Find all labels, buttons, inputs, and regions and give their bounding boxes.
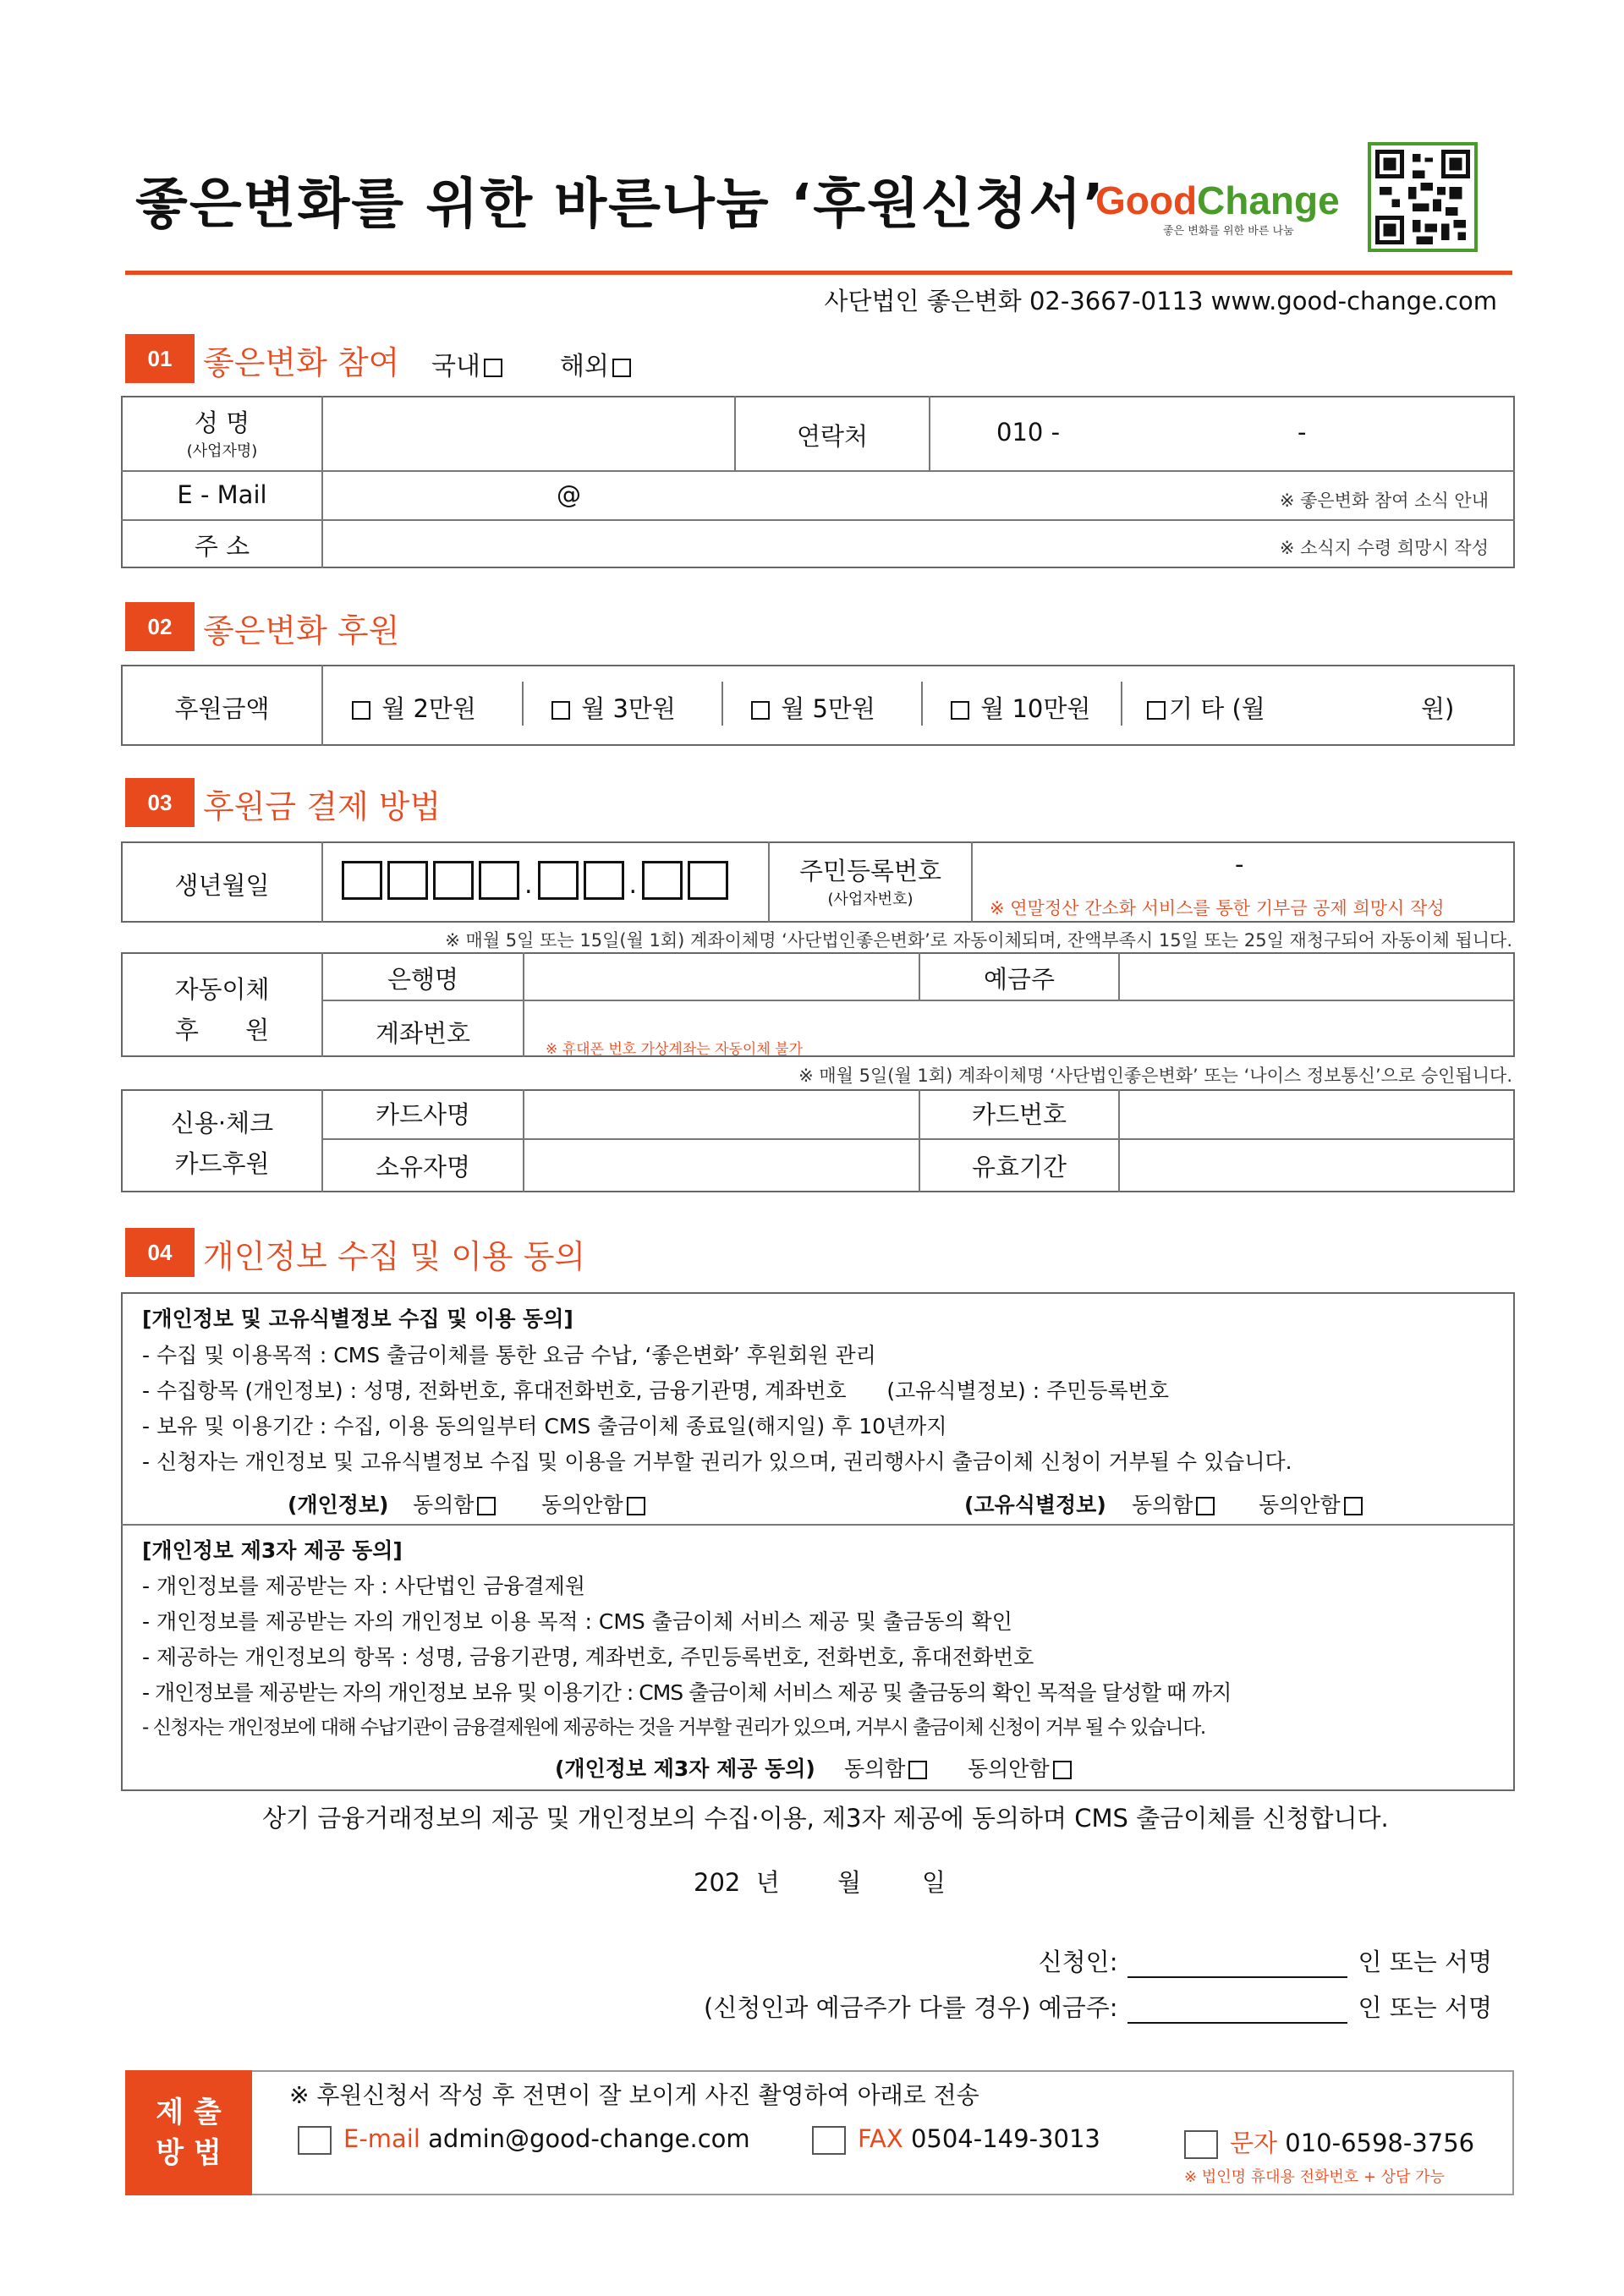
privacy-block1-line: - 수집 및 이용목적 : CMS 출금이체를 통한 요금 수납, ‘좋은변화’ 후원회원 관리 <box>142 1343 876 1367</box>
amount-option-100000[interactable]: 월 10만원 <box>947 690 1090 725</box>
privacy-block1-line: - 수집항목 (개인정보) : 성명, 전화번호, 휴대전화번호, 금융기관명, 계좌번호 (고유식별정보) : 주민등록번호 <box>142 1378 1169 1403</box>
unique-id-label: (고유식별정보) <box>964 1493 1106 1517</box>
address-note: ※ 소식지 수령 희망시 작성 <box>1279 538 1489 558</box>
amount-label: 후원금액 <box>174 694 270 723</box>
section-number: 01 <box>125 334 195 383</box>
submission-label: 제 출 방 법 <box>125 2070 252 2195</box>
email-at: @ <box>557 480 581 509</box>
checkbox-icon[interactable] <box>1344 1497 1363 1515</box>
applicant-sign-line[interactable] <box>1039 1943 1492 1978</box>
bank-label: 은행명 <box>387 965 459 994</box>
rrn-dash: - <box>1235 850 1244 879</box>
name-input[interactable] <box>323 397 732 469</box>
email-icon <box>298 2126 332 2155</box>
account-holder-label: 예금주 <box>983 965 1056 994</box>
contact-label: 연락처 <box>796 422 869 451</box>
header-divider <box>125 271 1512 275</box>
card-company-label: 카드사명 <box>375 1100 471 1129</box>
rrn-label: 주민등록번호 <box>798 857 942 885</box>
option-domestic[interactable]: 국내 <box>431 345 506 382</box>
option-overseas[interactable]: 해외 <box>560 345 634 382</box>
account-number-label: 계좌번호 <box>375 1019 471 1048</box>
card-expiry-input[interactable] <box>1120 1140 1513 1191</box>
card-company-input[interactable] <box>524 1091 917 1137</box>
checkbox-icon[interactable] <box>477 1497 496 1515</box>
logo-tagline: 좋은 변화를 위한 바른 나눔 <box>1163 225 1294 238</box>
logo-change: Change <box>1197 178 1340 222</box>
third-party-agree[interactable]: 동의함 <box>844 1752 930 1783</box>
privacy-block1-line: - 신청자는 개인정보 및 고유식별정보 수집 및 이용을 거부할 권리가 있으며, 권리행사시 출금이체 신청이 거부될 수 있습니다. <box>142 1449 1292 1474</box>
date-year: 202 년 <box>694 1868 780 1897</box>
privacy-block2-line: - 개인정보를 제공받는 자 : 사단법인 금융결제원 <box>142 1574 585 1598</box>
privacy-block2-line: - 제공하는 개인정보의 항목 : 성명, 금융기관명, 계좌번호, 주민등록번호, 전화번호, 휴대전화번호 <box>142 1645 1034 1669</box>
section-title: 좋은변화 후원 <box>203 612 400 649</box>
section-number: 04 <box>125 1228 195 1277</box>
card-owner-input[interactable] <box>524 1140 917 1191</box>
amount-option-30000[interactable]: 월 3만원 <box>548 690 676 725</box>
unique-agree[interactable]: 동의함 <box>1132 1488 1218 1519</box>
auto-transfer-label-2: 후 원 <box>174 1016 270 1044</box>
section-title: 좋은변화 참여 <box>203 344 400 381</box>
checkbox-icon[interactable] <box>627 1497 645 1515</box>
checkbox-icon[interactable] <box>352 701 370 720</box>
email-label: E - Mail <box>177 480 267 509</box>
checkbox-icon[interactable] <box>951 701 969 720</box>
amount-option-20000[interactable]: 월 2만원 <box>348 690 476 725</box>
date-day: 일 <box>922 1868 946 1897</box>
address-input[interactable] <box>323 521 1169 567</box>
card-number-label: 카드번호 <box>971 1100 1067 1129</box>
checkbox-icon[interactable] <box>1196 1497 1215 1515</box>
page-title: 좋은변화를 위한 바른나눔 ‘후원신청서’ <box>135 173 1106 236</box>
rrn-note: ※ 연말정산 간소화 서비스를 통한 기부금 공제 희망시 작성 <box>990 898 1445 918</box>
privacy-block1-line: - 보유 및 이용기간 : 수집, 이용 동의일부터 CMS 출금이체 종료일(해지일) 후 10년까지 <box>142 1414 947 1438</box>
checkbox-icon[interactable] <box>1053 1761 1072 1779</box>
third-party-disagree[interactable]: 동의안함 <box>968 1752 1075 1783</box>
name-label: 성 명 <box>194 408 250 437</box>
email-input[interactable] <box>323 472 1169 518</box>
submit-fax[interactable]: FAX 0504-149-3013 <box>812 2124 1100 2155</box>
rrn-input[interactable] <box>973 843 1513 890</box>
privacy-block2-line: - 신청자는 개인정보에 대해 수납기관이 금융결제원에 제공하는 것을 거부할 권리가 있으며, 거부시 출금이체 신청이 거부 될 수 있습니다. <box>142 1717 1205 1739</box>
bank-input[interactable] <box>524 954 917 998</box>
account-holder-input[interactable] <box>1120 954 1513 998</box>
birthdate-label: 생년월일 <box>174 871 270 900</box>
card-label: 신용·체크 <box>170 1109 274 1137</box>
checkbox-icon[interactable] <box>751 701 770 720</box>
qr-code-icon[interactable] <box>1368 142 1478 252</box>
privacy-block1-title: [개인정보 및 고유식별정보 수집 및 이용 동의] <box>142 1307 573 1331</box>
email-note: ※ 좋은변화 참여 소식 안내 <box>1279 490 1489 511</box>
sms-icon <box>1184 2130 1218 2159</box>
checkbox-icon[interactable] <box>908 1761 927 1779</box>
holder-sign-suffix: 인 또는 서명 <box>1358 1993 1492 2022</box>
account-note: ※ 휴대폰 번호 가상계좌는 자동이체 불가 <box>546 1041 804 1058</box>
holder-sign-label: (신청인과 예금주가 다를 경우) 예금주: <box>704 1993 1118 2022</box>
birthdate-input[interactable]: . . <box>342 861 733 900</box>
privacy-block2-line: - 개인정보를 제공받는 자의 개인정보 보유 및 이용기간 : CMS 출금이체 서비스 제공 및 출금동의 확인 목적을 달성할 때 까지 <box>142 1680 1232 1705</box>
contact-dash: - <box>1298 418 1307 447</box>
checkbox-icon[interactable] <box>551 701 570 720</box>
rrn-sub-label: (사업자번호) <box>827 890 914 908</box>
auto-transfer-note: ※ 매월 5일 또는 15일(월 1회) 계좌이체명 ‘사단법인좋은변화’로 자동이체되며, 잔액부족시 15일 또는 25일 재청구되어 자동이체 됩니다. <box>445 930 1512 951</box>
privacy-block2-line: - 개인정보를 제공받는 자의 개인정보 이용 목적 : CMS 출금이체 서비스 제공 및 출금동의 확인 <box>142 1609 1012 1634</box>
applicant-label: 신청인: <box>1038 1948 1118 1976</box>
contact-input[interactable] <box>930 397 1513 469</box>
privacy-block2-title: [개인정보 제3자 제공 동의] <box>142 1538 403 1563</box>
submit-sms[interactable]: 문자 010-6598-3756 <box>1184 2124 1474 2159</box>
unique-disagree[interactable]: 동의안함 <box>1259 1488 1366 1519</box>
date-month: 월 <box>837 1868 862 1897</box>
section-number: 02 <box>125 602 195 651</box>
contact-prefix: 010 - <box>996 418 1061 447</box>
sms-note: ※ 법인명 휴대용 전화번호 + 상담 가능 <box>1184 2168 1445 2186</box>
name-sub-label: (사업자명) <box>186 442 258 460</box>
third-party-label: (개인정보 제3자 제공 동의) <box>555 1756 815 1781</box>
fax-icon <box>812 2126 846 2155</box>
submit-email[interactable]: E-mail admin@good-change.com <box>298 2124 750 2155</box>
checkbox-icon[interactable] <box>612 359 631 377</box>
section-number: 03 <box>125 778 195 827</box>
personal-disagree[interactable]: 동의안함 <box>541 1488 649 1519</box>
card-number-input[interactable] <box>1120 1091 1513 1137</box>
personal-agree[interactable]: 동의함 <box>413 1488 499 1519</box>
personal-info-label: (개인정보) <box>288 1493 389 1517</box>
amount-other-unit: 원) <box>1421 694 1455 723</box>
submission-instruction: ※ 후원신청서 작성 후 전면이 잘 보이게 사진 촬영하여 아래로 전송 <box>289 2081 979 2109</box>
card-label-2: 카드후원 <box>174 1149 270 1178</box>
section-title: 개인정보 수집 및 이용 동의 <box>203 1238 586 1275</box>
account-holder-sign-line[interactable] <box>704 1989 1492 2024</box>
applicant-sign-suffix: 인 또는 서명 <box>1358 1948 1492 1976</box>
logo-good: Good <box>1095 178 1198 222</box>
card-expiry-label: 유효기간 <box>971 1153 1067 1181</box>
section-title: 후원금 결제 방법 <box>203 788 442 825</box>
closing-statement: 상기 금융거래정보의 제공 및 개인정보의 수집·이용, 제3자 제공에 동의하며 CMS 출금이체를 신청합니다. <box>262 1804 1389 1833</box>
org-info: 사단법인 좋은변화 02-3667-0113 www.good-change.com <box>824 287 1497 315</box>
auto-transfer-label: 자동이체 <box>174 975 270 1004</box>
amount-option-50000[interactable]: 월 5만원 <box>748 690 875 725</box>
address-label: 주 소 <box>194 532 250 561</box>
checkbox-icon[interactable] <box>1147 701 1166 720</box>
checkbox-icon[interactable] <box>484 359 502 377</box>
card-owner-label: 소유자명 <box>375 1153 471 1181</box>
card-note: ※ 매월 5일(월 1회) 계좌이체명 ‘사단법인좋은변화’ 또는 ‘나이스 정보통신’으로 승인됩니다. <box>798 1066 1512 1086</box>
amount-option-other[interactable]: 기 타 (월 <box>1144 690 1265 725</box>
